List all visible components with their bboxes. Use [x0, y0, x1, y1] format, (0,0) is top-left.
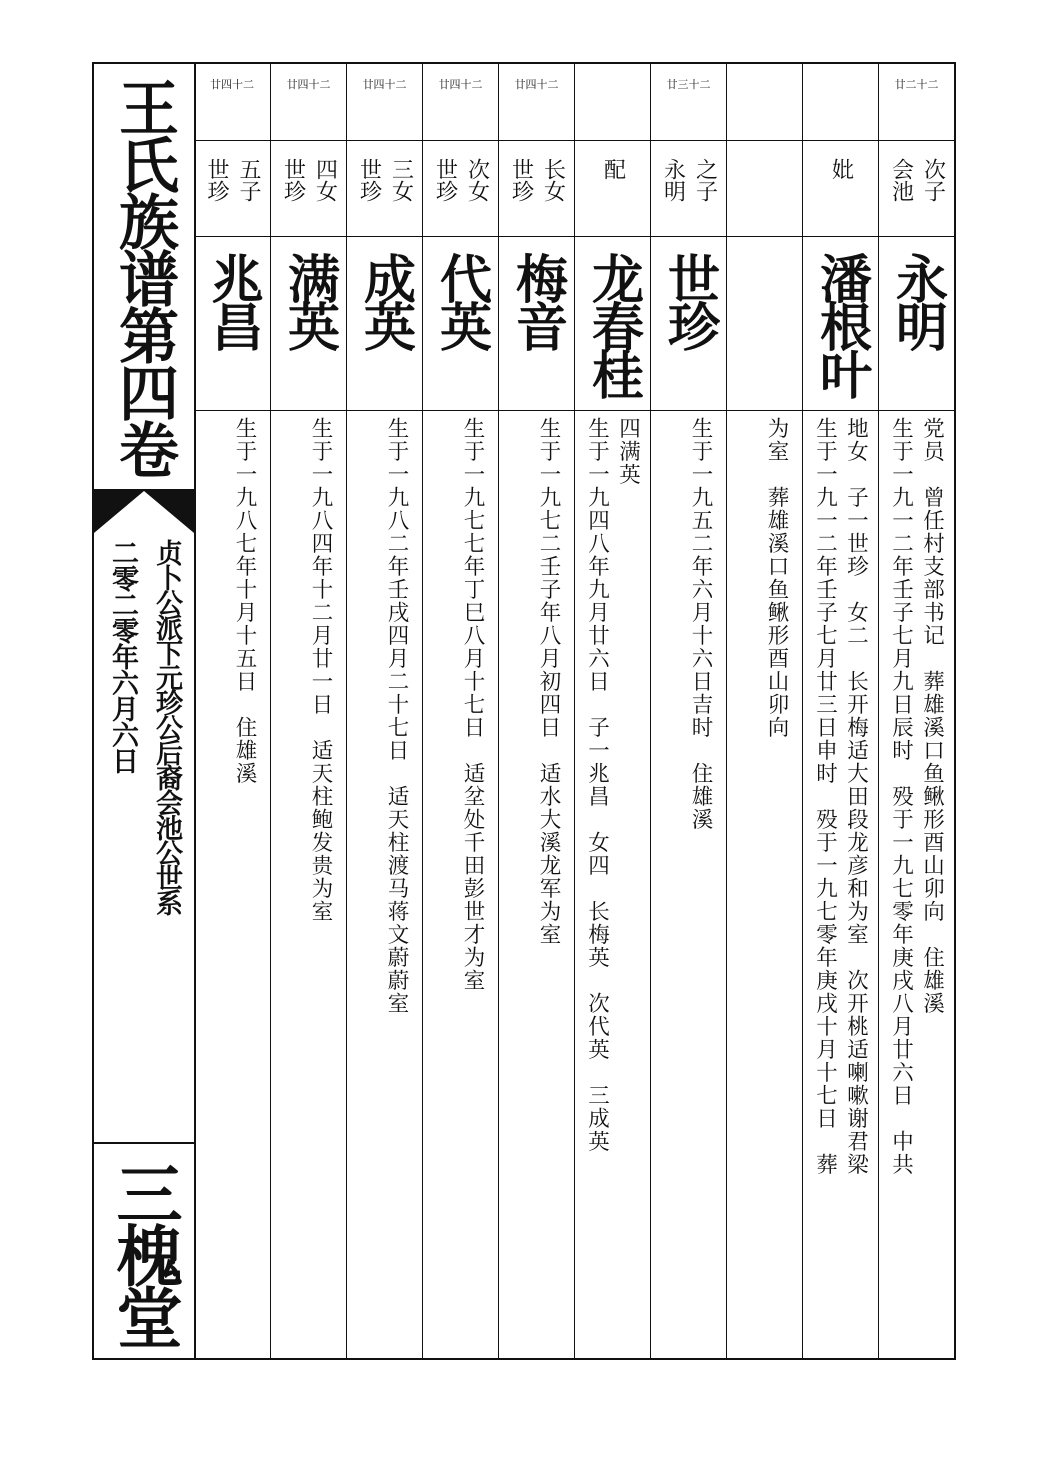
generation-label: 廿四十二 — [362, 78, 407, 91]
relation-label — [727, 158, 802, 234]
biography-line: 生于一九一二年壬子七月廿三日申时 殁于一九七零年庚戌十月十七日 葬 — [812, 417, 838, 1176]
relation-text: 次子 — [920, 158, 946, 202]
relation-text: 会池 — [888, 158, 914, 202]
biography-line: 生于一九八七年十月十五日 住雄溪 — [232, 417, 257, 785]
person-name: 世珍 — [658, 252, 720, 348]
relation-text: 世珍 — [356, 158, 382, 202]
person-column — [802, 62, 878, 1360]
biography — [194, 417, 270, 1352]
biography — [575, 417, 650, 1352]
relation-label — [575, 158, 650, 234]
relation-text: 四女 — [312, 158, 338, 202]
relation-label — [803, 158, 878, 234]
genealogy-grid — [92, 62, 956, 1360]
biography — [423, 417, 498, 1352]
relation-label — [499, 158, 574, 234]
person-column — [270, 62, 346, 1360]
relation-label — [651, 158, 726, 234]
person-column — [726, 62, 802, 1360]
relation-text: 世珍 — [508, 158, 534, 202]
relation-text: 世珍 — [432, 158, 458, 202]
biography — [271, 417, 346, 1352]
person-columns — [194, 62, 956, 1360]
biography-line: 地女 子一世珍 女二 长开梅适大田段龙彦和为室 次开桃适喇嗽谢君梁 — [843, 417, 869, 1176]
person-name: 兆昌 — [202, 252, 263, 348]
person-column — [878, 62, 954, 1360]
book-title: 王氏族谱第四卷 — [94, 64, 194, 491]
hall-name: 三槐堂 — [94, 1142, 194, 1362]
biography-line: 党员 曾任村支部书记 葬雄溪口鱼鳅形酉山卯向 住雄溪 — [919, 417, 945, 1015]
biography-line: 生于一九七七年丁巳八月十七日 适坌处千田彭世才为室 — [460, 417, 485, 992]
generation-label: 廿二十二 — [894, 78, 939, 91]
biography-line: 生于一九五二年六月十六日吉时 住雄溪 — [688, 417, 713, 831]
person-column — [194, 62, 270, 1360]
relation-text: 妣 — [828, 158, 854, 180]
person-column — [498, 62, 574, 1360]
relation-text: 永明 — [660, 158, 686, 202]
biography — [499, 417, 574, 1352]
person-name: 龙春桂 — [582, 252, 644, 396]
biography-line: 生于一九四八年九月廿六日 子一兆昌 女四 长梅英 次代英 三成英 — [584, 417, 610, 1153]
person-name: 成英 — [354, 252, 416, 348]
biography-line: 生于一九一二年壬子七月九日辰时 殁于一九七零年庚戌八月廿六日 中共 — [888, 417, 914, 1176]
generation-label: 廿三十二 — [666, 78, 711, 91]
person-column — [346, 62, 422, 1360]
biography-line: 四满英 — [615, 417, 641, 486]
lineage-subtitle: 贞卜公派下元珍公后裔会池公世系 — [151, 539, 182, 914]
person-name: 代英 — [430, 252, 492, 348]
relation-label — [271, 158, 346, 234]
relation-text: 之子 — [692, 158, 718, 202]
relation-text: 三女 — [388, 158, 414, 202]
relation-label — [879, 158, 954, 234]
person-column — [422, 62, 498, 1360]
relation-text: 世珍 — [204, 158, 229, 202]
biography — [727, 417, 802, 1352]
biography-line: 生于一九七二壬子年八月初四日 适水大溪龙军为室 — [536, 417, 561, 946]
generation-label: 廿四十二 — [210, 78, 254, 91]
person-name: 潘根叶 — [810, 252, 872, 396]
biography-line: 为室 葬雄溪口鱼鳅形酉山卯向 — [764, 417, 789, 739]
person-name: 满英 — [278, 252, 340, 348]
person-column — [650, 62, 726, 1360]
relation-text: 次女 — [464, 158, 490, 202]
biography-line: 生于一九八四年十二月廿一日 适天柱鲍发贵为室 — [308, 417, 333, 923]
relation-text: 配 — [600, 158, 626, 180]
biography — [879, 417, 954, 1352]
generation-label: 廿四十二 — [514, 78, 559, 91]
relation-label — [423, 158, 498, 234]
compile-date: 二零二零年六月六日 — [107, 539, 138, 773]
biography — [651, 417, 726, 1352]
person-name: 永明 — [886, 252, 948, 348]
generation-label: 廿四十二 — [286, 78, 331, 91]
biography-line: 生于一九八二年壬戌四月二十七日 适天柱渡马蒋文蔚蔚室 — [384, 417, 409, 1015]
biography — [803, 417, 878, 1352]
relation-label — [347, 158, 422, 234]
person-name: 梅音 — [506, 252, 568, 348]
relation-text: 长女 — [540, 158, 566, 202]
relation-text: 世珍 — [280, 158, 306, 202]
generation-label: 廿四十二 — [438, 78, 483, 91]
relation-text: 五子 — [236, 158, 261, 202]
biography — [347, 417, 422, 1352]
relation-label — [194, 158, 270, 234]
person-column — [574, 62, 650, 1360]
